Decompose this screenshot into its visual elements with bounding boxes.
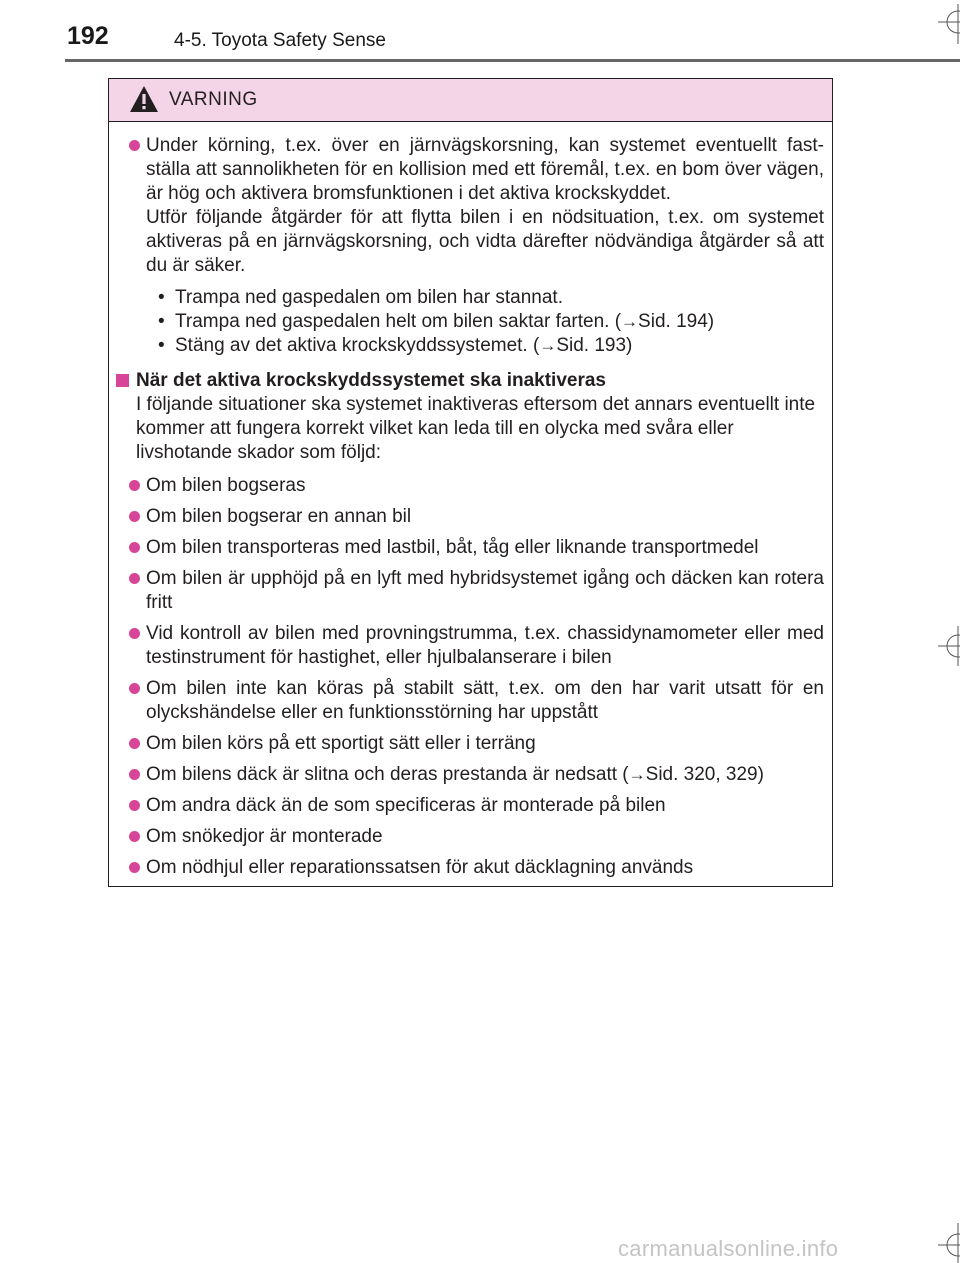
list-item-text: Trampa ned gaspedalen om bilen har stannat. <box>175 287 563 308</box>
list-item-text: Stäng av det aktiva krockskyddssystemet. ( <box>175 335 540 356</box>
page-reference[interactable]: Sid. 320, 329) <box>645 764 764 785</box>
bullet-icon <box>129 862 140 873</box>
list-item <box>109 732 824 756</box>
bullet-icon <box>129 480 140 491</box>
list-item <box>109 677 824 725</box>
arrow-right-icon: → <box>539 336 557 355</box>
warning-body <box>109 122 832 880</box>
list-item-text: Om bilen inte kan köras på stabilt sätt, t.ex. om den har varit utsatt för en olyckshändelse eller en funktionsstörning har uppstått <box>146 678 824 723</box>
bullet-icon <box>129 683 140 694</box>
bullet-icon <box>129 800 140 811</box>
list-item <box>109 825 824 849</box>
list-item-text: Om bilen bogseras <box>146 475 306 496</box>
bullet-icon <box>129 511 140 522</box>
sub-list <box>146 286 824 358</box>
list-item-text: Om nödhjul eller reparationssatsen för akut däcklagning används <box>146 857 694 878</box>
condition-list <box>109 474 824 880</box>
list-item-text: Om andra däck än de som specificeras är monterade på bilen <box>146 795 666 816</box>
bullet-icon <box>129 738 140 749</box>
bullet-icon <box>129 573 140 584</box>
warning-label: VARNING <box>169 89 258 110</box>
list-item <box>109 536 824 560</box>
paragraph: Under körning, t.ex. över en järnvägskorsning, kan systemet eventuellt fast-ställa att sannolikheten för en kollision med ett föremål, t.ex. en bom över vägen, är hög och aktivera bromsfunktionen i det aktiva krockskyddet. <box>146 135 824 204</box>
list-item <box>109 856 824 880</box>
page-reference[interactable]: Sid. 194) <box>638 311 715 332</box>
bullet-icon <box>129 542 140 553</box>
list-item: • Trampa ned gaspedalen helt om bilen saktar farten. (→Sid. 194) <box>158 311 715 332</box>
arrow-right-icon: → <box>628 765 646 784</box>
list-item-text: Trampa ned gaspedalen helt om bilen saktar farten. ( <box>175 311 622 332</box>
list-item-text: Om bilen är upphöjd på en lyft med hybridsystemet igång och däcken kan rotera fritt <box>146 568 824 613</box>
square-marker-icon <box>116 374 129 387</box>
list-item <box>109 794 824 818</box>
arrow-right-icon: → <box>621 312 639 331</box>
list-item-text: Om bilens däck är slitna och deras prestanda är nedsatt ( <box>146 764 629 785</box>
list-item-text: Om bilen transporteras med lastbil, båt, tåg eller liknande transportmedel <box>146 537 759 558</box>
watermark: carmanualsonline.info <box>618 1236 839 1261</box>
bullet-icon <box>129 831 140 842</box>
page-reference[interactable]: Sid. 193) <box>556 335 633 356</box>
section-title: 4-5. Toyota Safety Sense <box>174 30 386 51</box>
list-item: • Trampa ned gaspedalen om bilen har stannat. <box>158 287 563 308</box>
list-item-text: Om snökedjor är monterade <box>146 826 383 847</box>
warning-box <box>108 78 833 887</box>
list-item <box>109 505 824 529</box>
list-item <box>109 474 824 498</box>
bullet-icon <box>129 140 140 151</box>
list-item-text: Om bilen körs på ett sportigt sätt eller i terräng <box>146 733 536 754</box>
list-item <box>109 622 824 670</box>
warning-bullet <box>109 134 824 358</box>
page-number: 192 <box>67 22 109 50</box>
registration-mark-icon <box>938 4 960 44</box>
header-divider <box>65 59 960 62</box>
bullet-icon <box>129 769 140 780</box>
list-item: • Stäng av det aktiva krockskyddssystemet. (→Sid. 193) <box>158 335 633 356</box>
intro-paragraph: I följande situationer ska systemet inaktiveras eftersom det annars eventuellt inte kommer att fungera korrekt vilket kan leda till en olycka med svåra eller livshotande skador som följd: <box>136 394 816 463</box>
list-item-text: Vid kontroll av bilen med provningstrumma, t.ex. chassidynamometer eller med testinstrument för hastighet, eller hjulbalanserare i bilen <box>146 623 824 668</box>
section-heading <box>109 369 824 393</box>
warning-header <box>109 79 832 122</box>
warning-triangle-icon <box>129 85 159 118</box>
registration-mark-icon <box>938 1223 960 1263</box>
registration-mark-icon <box>938 626 960 666</box>
heading-text: När det aktiva krockskyddssystemet ska inaktiveras <box>136 370 606 391</box>
paragraph: Utför följande åtgärder för att flytta bilen i en nödsituation, t.ex. om systemet aktiveras på en järnvägskorsning, och vidta därefter nödvändiga åtgärder så att du är säker. <box>146 207 824 276</box>
list-item <box>109 567 824 615</box>
list-item-text: Om bilen bogserar en annan bil <box>146 506 412 527</box>
list-item <box>109 763 824 787</box>
bullet-icon <box>129 628 140 639</box>
